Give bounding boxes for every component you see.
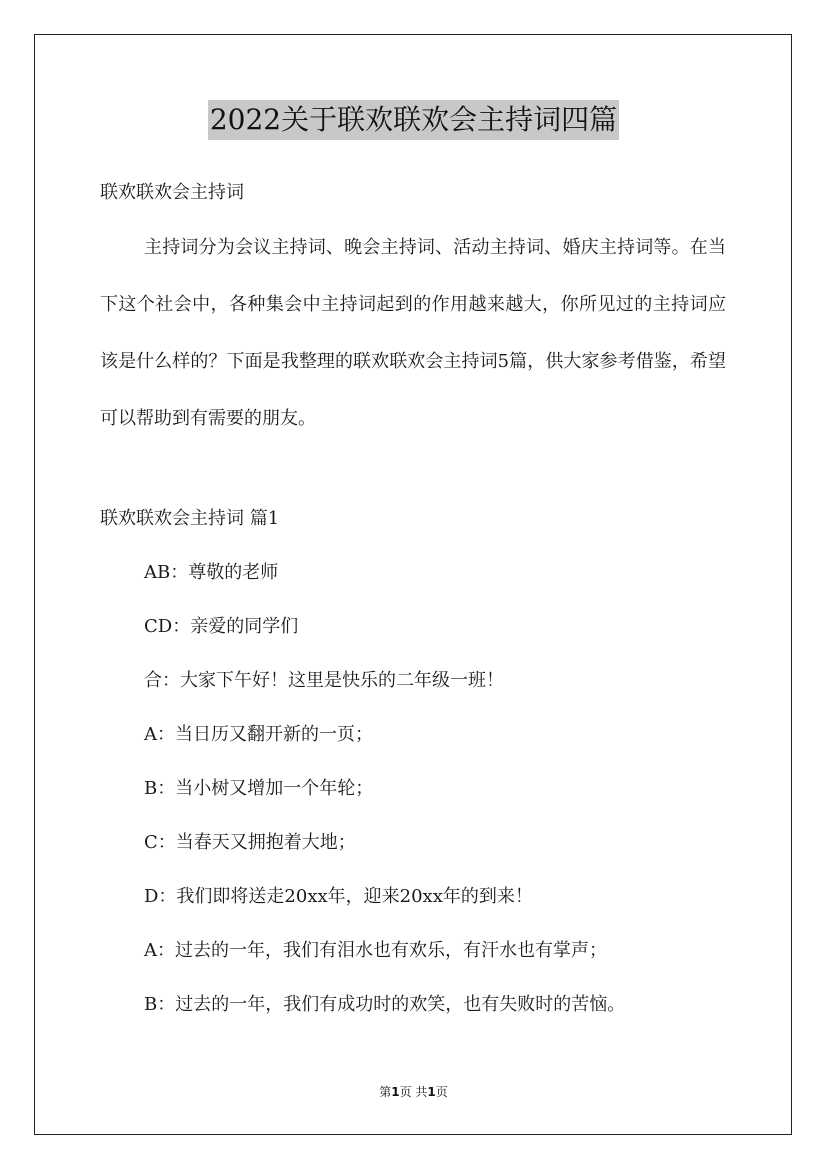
document-title: 2022关于联欢联欢会主持词四篇 (208, 100, 619, 140)
dialogue-line: C：当春天又拥抱着大地； (144, 832, 356, 853)
page-footer (0, 1084, 827, 1100)
dialogue-line: D：我们即将送走20xx年，迎来20xx年的到来！ (144, 886, 533, 907)
footer-prefix: 第 (379, 1085, 392, 1099)
dialogue-line: A：当日历又翻开新的一页； (144, 724, 373, 745)
footer-suffix: 页 (435, 1085, 448, 1099)
dialogue-line: 合：大家下午好！这里是快乐的二年级一班！ (144, 670, 504, 691)
piece-heading: 联欢联欢会主持词 篇1 (100, 508, 280, 529)
dialogue-line: AB：尊敬的老师 (144, 562, 279, 583)
footer-mid: 页 共 (399, 1085, 428, 1099)
dialogue-line: A：过去的一年，我们有泪水也有欢乐，有汗水也有掌声； (144, 940, 607, 961)
dialogue-line: CD：亲爱的同学们 (144, 616, 299, 637)
section-heading: 联欢联欢会主持词 (100, 182, 244, 203)
intro-paragraph: 主持词分为会议主持词、晚会主持词、活动主持词、婚庆主持词等。在当下这个社会中，各种集会中主持词起到的作用越来越大，你所见过的主持词应该是什么样的？下面是我整理的联欢联欢会主持词5篇，供大家参考借鉴，希望可以帮助到有需要的朋友。 (100, 237, 726, 429)
footer-page-number: 1 (391, 1085, 400, 1099)
dialogue-line: B：过去的一年，我们有成功时的欢笑，也有失败时的苦恼。 (144, 994, 626, 1015)
footer-page-total: 1 (427, 1085, 436, 1099)
dialogue-line: B：当小树又增加一个年轮； (144, 778, 374, 799)
title-container (0, 100, 827, 140)
